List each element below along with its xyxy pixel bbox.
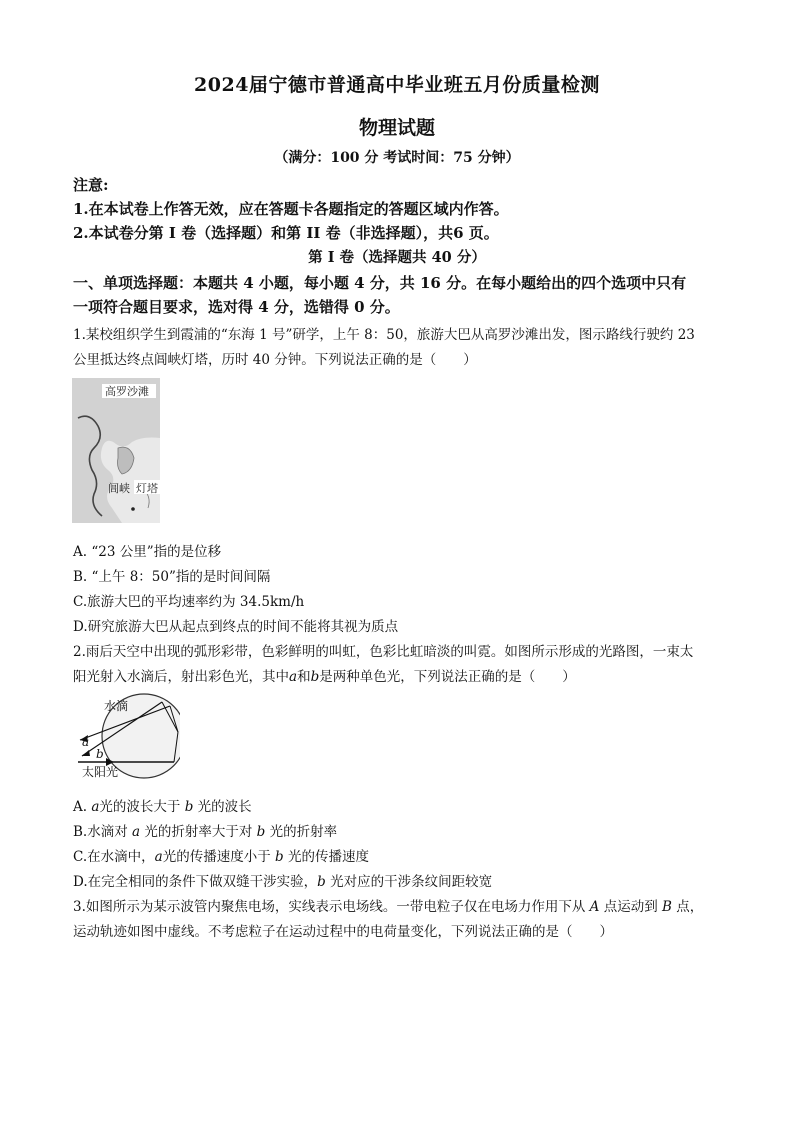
q1-option-c: C.旅游大巴的平均速率约为 34.5km/h [73,594,305,610]
q1-route-map [72,378,160,523]
lighthouse-marker [131,507,135,511]
q1-stem-line2: 公里抵达终点阊峡灯塔，历时 40 分钟。下列说法正确的是（ ） [73,352,477,368]
map-end-label-a: 阊峡 [108,482,130,495]
notice-label: 注意: [73,176,109,194]
exam-info: （满分：100 分 考试时间：75 分钟） [274,150,520,166]
q1-option-b: B. “上午 8：50”指的是时间间隔 [73,569,271,585]
q2-option-a: A. a光的波长大于 b 光的波长 [73,799,252,815]
q2-option-d: D.在完全相同的条件下做双缝干涉实验，b 光对应的干涉条纹间距较宽 [73,874,493,890]
q3-stem-line2: 运动轨迹如图中虚线。不考虑粒子在运动过程中的电荷量变化，下列说法正确的是（ ） [73,924,613,940]
notice-item-1: 1.在本试卷上作答无效，应在答题卡各题指定的答题区域内作答。 [73,200,509,218]
q2-option-b: B.水滴对 a 光的折射率大于对 b 光的折射率 [73,824,338,840]
q3-stem-line1: 3.如图所示为某示波管内聚焦电场，实线表示电场线。一带电粒子仅在电场力作用下从 A 点运动到 B 点， [73,899,704,915]
section-instruction-line2: 一项符合题目要求，选对得 4 分，选错得 0 分。 [73,298,400,316]
q1-option-d: D.研究旅游大巴从起点到终点的时间不能将其视为质点 [73,619,399,635]
q1-stem-line1: 1.某校组织学生到霞浦的“东海 1 号”研学，上午 8：50，旅游大巴从高罗沙滩出发，图示路线行驶约 23 [73,327,695,343]
raindrop-label: 水滴 [104,699,129,713]
ray-b-label: b [96,747,104,761]
section-instruction-line1: 一、单项选择题：本题共 4 小题，每小题 4 分，共 16 分。在每小题给出的四个选项中只有 [73,274,687,292]
notice-item-2: 2.本试卷分第 I 卷（选择题）和第 II 卷（非选择题），共6 页。 [73,224,499,242]
q2-stem-line1: 2.雨后天空中出现的弧形彩带，色彩鲜明的叫虹，色彩比虹暗淡的叫霓。如图所示形成的光路图，一束太 [73,644,694,660]
q2-stem-line2: 阳光射入水滴后，射出彩色光，其中a和b是两种单色光，下列说法正确的是（ ） [73,669,576,685]
q2-raindrop-diagram [74,692,180,780]
map-start-label: 高罗沙滩 [105,385,149,398]
ray-a-label: a [82,735,90,749]
subject-title: 物理试题 [358,117,435,139]
q1-option-a: A. “23 公里”指的是位移 [73,544,222,560]
q2-option-c: C.在水滴中，a光的传播速度小于 b 光的传播速度 [73,849,369,865]
exam-title: 2024届宁德市普通高中毕业班五月份质量检测 [194,74,600,96]
part1-title: 第 I 卷（选择题共 40 分） [308,249,486,266]
map-end-label-b: 灯塔 [136,482,158,495]
sunlight-label: 太阳光 [82,765,119,779]
